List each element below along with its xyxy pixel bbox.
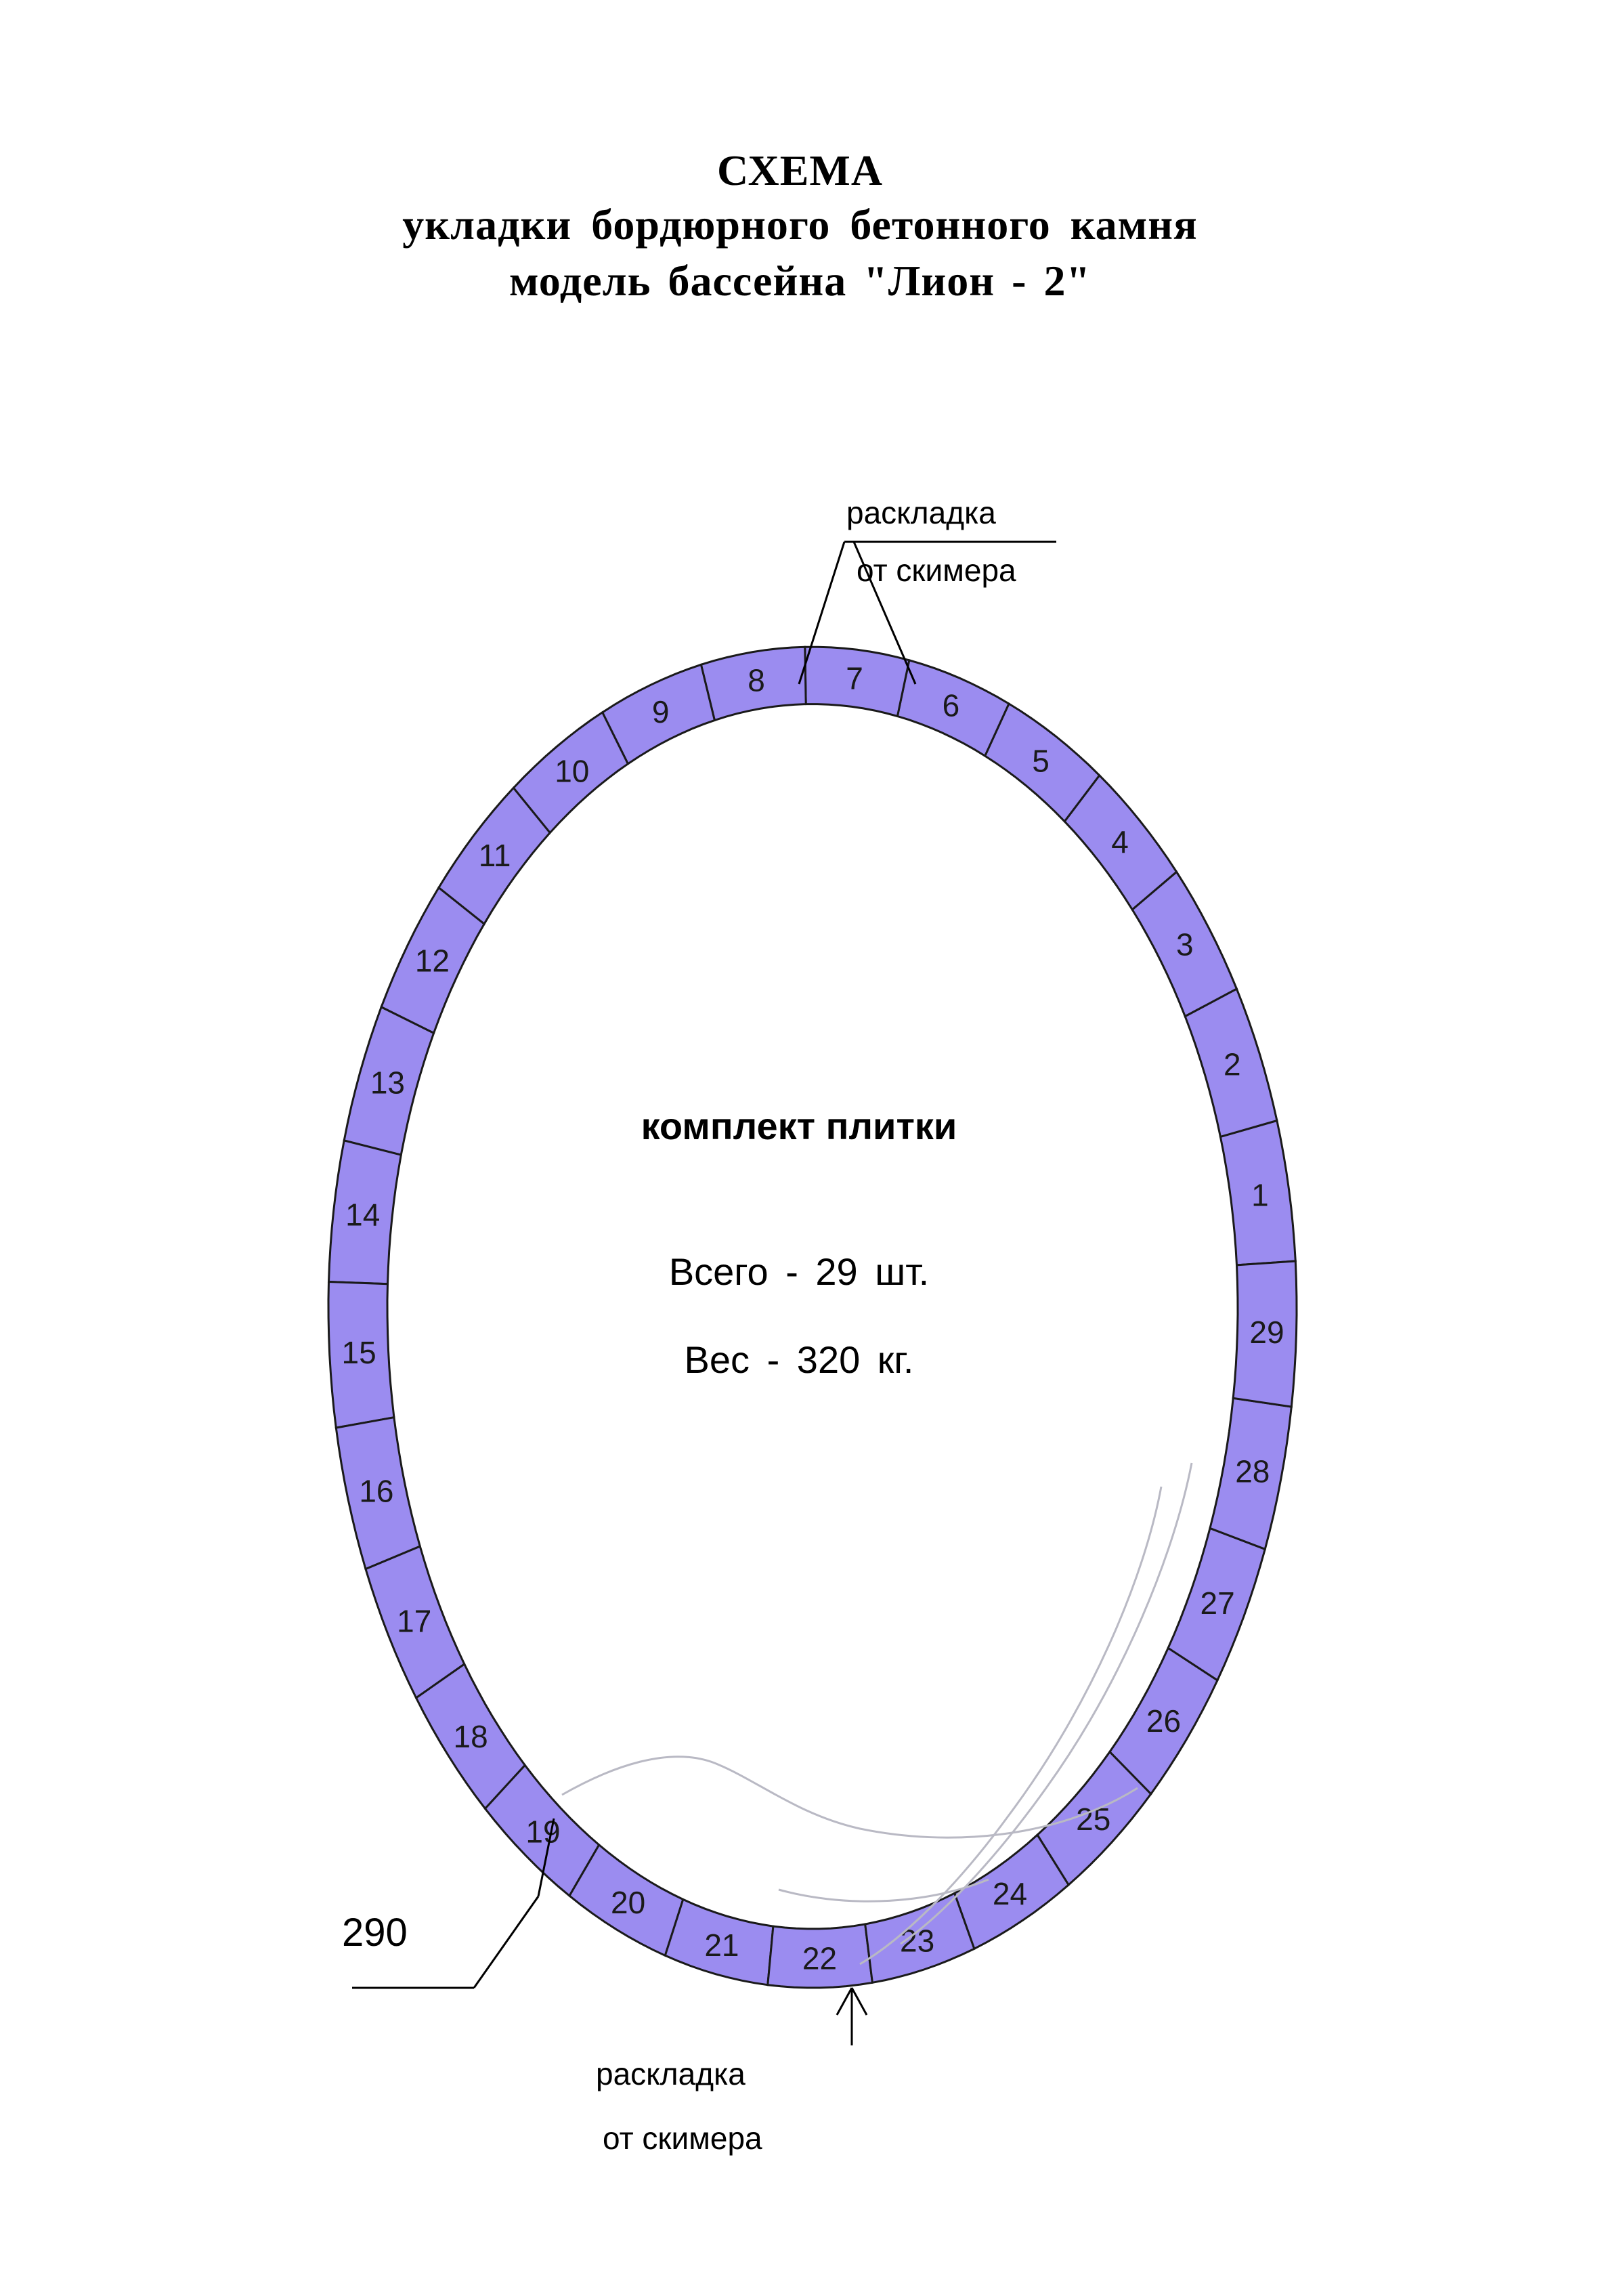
tile-number: 14 [345,1197,381,1233]
tile-number: 24 [992,1876,1028,1912]
dimension-label-290: 290 [342,1911,408,1955]
tile-number: 21 [704,1928,739,1963]
callout-bottom-line-1: раскладка [596,2056,745,2091]
tile-ring [328,647,1297,1988]
tile-number: 29 [1249,1315,1284,1350]
tile-number: 26 [1146,1703,1182,1739]
tile-number: 25 [1076,1802,1111,1837]
tile-number: 9 [651,694,670,729]
tile-number: 18 [453,1718,488,1754]
tile-number: 13 [370,1065,405,1101]
tile-number: 28 [1235,1453,1270,1489]
tile-number: 5 [1032,743,1050,779]
tile-number: 4 [1111,824,1129,859]
kit-weight: Вес - 320 кг. [684,1338,914,1381]
tile-number: 27 [1200,1586,1235,1621]
tile-number: 1 [1251,1177,1269,1213]
tile-number: 12 [414,943,450,979]
kit-total: Всего - 29 шт. [668,1250,930,1293]
tile-number: 10 [555,753,590,789]
title-line-1: СХЕМА [716,146,884,194]
tile-number: 20 [611,1884,646,1920]
tile-number: 23 [900,1923,935,1959]
tile-number: 7 [846,660,863,696]
tile-number: 8 [748,662,765,698]
callout-bottom-line-2: от скимера [603,2121,762,2156]
callout-top-line-1: раскладка [846,495,996,530]
bottom-callout-leader [837,1988,867,2045]
callout-top-line-2: от скимера [857,553,1016,588]
tile-number: 19 [525,1814,561,1850]
tile-number: 2 [1224,1046,1241,1082]
kit-title: комплект плитки [641,1105,957,1147]
tile-number: 11 [478,838,511,873]
tile-number: 3 [1176,927,1194,962]
tile-number: 16 [359,1473,394,1509]
tile-number: 6 [942,687,960,723]
tile-number: 15 [341,1335,376,1371]
tile-number: 22 [802,1940,838,1976]
title-line-2: укладки бордюрного бетонного камня [402,200,1198,249]
title-line-3: модель бассейна "Лион - 2" [509,256,1091,305]
tile-number: 17 [397,1603,432,1639]
